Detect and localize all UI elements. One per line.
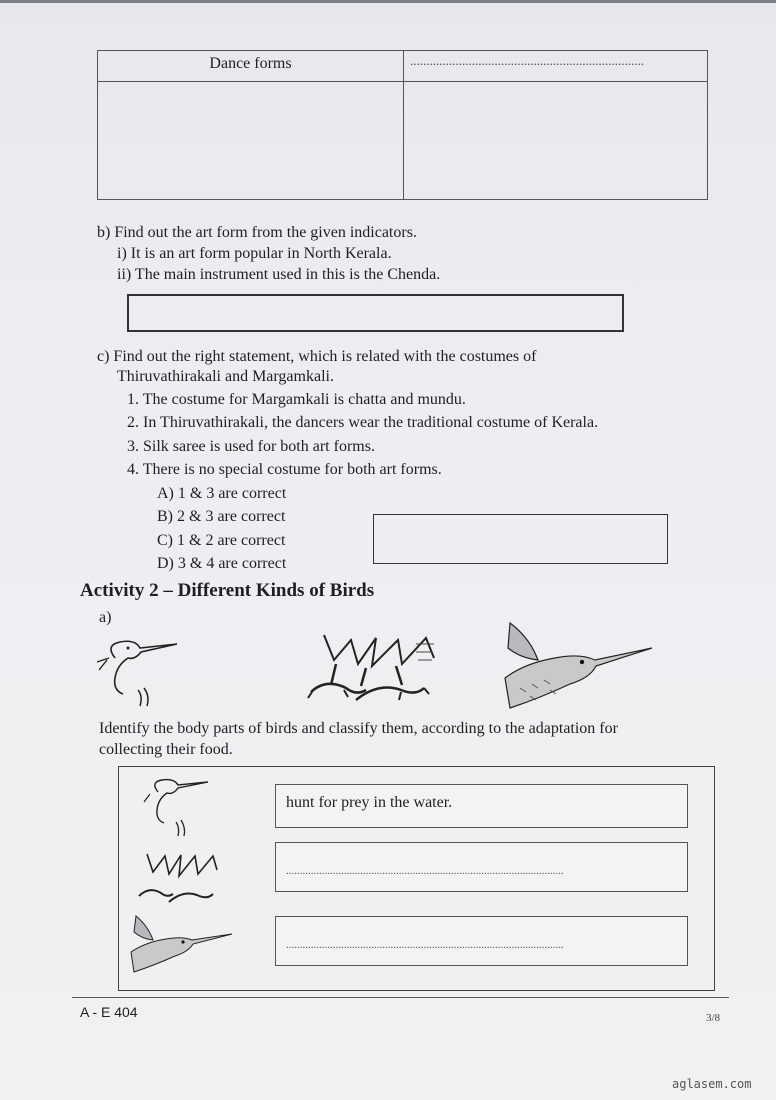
statement-4: 4. There is no special costume for both art forms.: [127, 461, 442, 478]
option-a: A) 1 & 3 are correct: [157, 485, 287, 502]
answer-text-heron: hunt for prey in the water.: [286, 794, 453, 811]
option-c: C) 1 & 2 are correct: [157, 532, 286, 549]
statement-2: 2. In Thiruvathirakali, the dancers wear the traditional costume of Kerala.: [127, 414, 599, 431]
dance-forms-table: [97, 50, 708, 200]
instruction-line1: Identify the body parts of birds and classify them, according to the adaptation for: [99, 720, 618, 737]
table-header-line: [98, 81, 707, 82]
question-b-indicator-1: i) It is an art form popular in North Kerala.: [117, 245, 392, 262]
answer-blank-hummingbird: .....................................................................................................: [286, 939, 564, 951]
question-c-answer-box[interactable]: [373, 514, 668, 564]
option-d: D) 3 & 4 are correct: [157, 555, 287, 572]
question-c-prompt-line1: c) Find out the right statement, which is related with the costumes of: [97, 348, 537, 365]
answer-blank-eagle: .....................................................................................................: [286, 865, 564, 877]
statement-1: 1. The costume for Margamkali is chatta and mundu.: [127, 391, 466, 408]
answer-box-heron[interactable]: [275, 784, 688, 828]
instruction-line2: collecting their food.: [99, 741, 233, 758]
question-c-prompt-line2: Thiruvathirakali and Margamkali.: [117, 368, 334, 385]
statement-3: 3. Silk saree is used for both art forms.: [127, 438, 375, 455]
question-b-answer-box[interactable]: [127, 294, 624, 332]
answer-box-eagle[interactable]: [275, 842, 688, 892]
footer-rule: [72, 997, 729, 998]
question-b-indicator-2: ii) The main instrument used in this is the Chenda.: [117, 266, 441, 283]
option-b: B) 2 & 3 are correct: [157, 508, 286, 525]
paper-code: A - E 404: [80, 1004, 138, 1020]
question-b-prompt: b) Find out the art form from the given indicators.: [97, 224, 417, 241]
table-header-blank[interactable]: ........................................................................: [410, 53, 644, 68]
heron-head-small-icon: [140, 770, 220, 840]
table-header-dance-forms: Dance forms: [209, 55, 292, 72]
hummingbird-icon: [500, 618, 660, 713]
table-divider: [403, 51, 404, 199]
page-number: 3/8: [706, 1012, 721, 1024]
eagle-feet-small-icon: [135, 850, 225, 906]
part-label-a: a): [99, 609, 112, 626]
activity-title: Activity 2 – Different Kinds of Birds: [80, 580, 375, 601]
page-top-edge: [0, 0, 776, 3]
heron-head-icon: [95, 630, 185, 710]
hummingbird-small-icon: [128, 912, 238, 974]
eagle-feet-icon: [306, 630, 446, 705]
answer-box-hummingbird[interactable]: [275, 916, 688, 966]
watermark: aglasem.com: [672, 1077, 752, 1091]
